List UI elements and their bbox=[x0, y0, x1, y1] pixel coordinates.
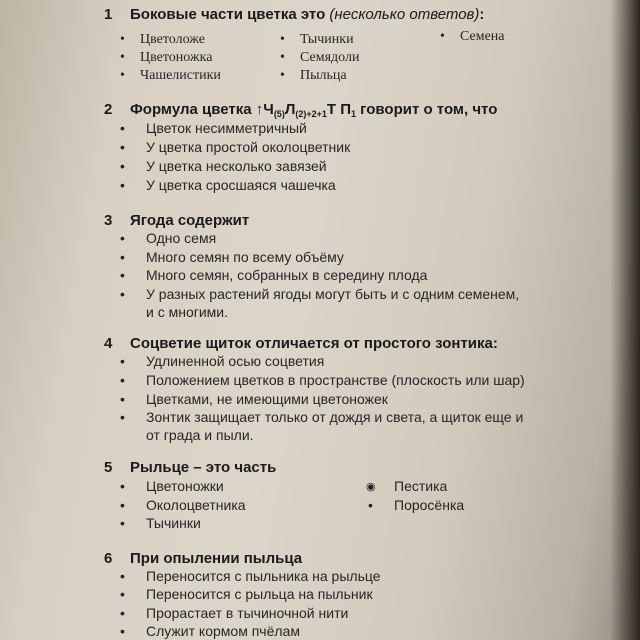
answer-option[interactable]: • Удлиненной осью соцветия bbox=[146, 353, 324, 370]
answer-option[interactable]: • Прорастает в тычиночной нити bbox=[146, 605, 348, 622]
answer-option[interactable]: • Цветоложе bbox=[140, 31, 205, 48]
answer-option[interactable]: • Положением цветков в пространстве (плоскость или шар) bbox=[146, 372, 525, 389]
question-number: 6 bbox=[104, 550, 113, 567]
answer-option[interactable]: • Цветоножки bbox=[146, 478, 224, 495]
answer-option[interactable]: • Служит кормом пчёлам bbox=[146, 623, 300, 640]
answer-option-continuation: и с многими. bbox=[146, 304, 229, 320]
flower-formula-title: Формула цветка $↑Ч_{(5)}Л_{(2)+2+1}Т$ $П_1$ говорит о том, что bbox=[130, 101, 498, 119]
answer-option[interactable]: • У цветка несколько завязей bbox=[146, 158, 327, 175]
answer-option[interactable]: • Поросёнка bbox=[394, 497, 464, 514]
question-title: Рыльце – это часть bbox=[130, 459, 277, 476]
question-title: Ягода содержит bbox=[130, 212, 250, 229]
answer-option[interactable]: • Цветками, не имеющими цветоножек bbox=[146, 391, 388, 408]
answer-option[interactable]: • Тычинки bbox=[146, 515, 201, 532]
answer-option[interactable]: • У разных растений ягоды могут быть и с одним семенем, bbox=[146, 286, 519, 303]
question-number: 3 bbox=[104, 212, 113, 229]
answer-option[interactable]: • Чашелистики bbox=[140, 67, 221, 84]
question-number: 1 bbox=[104, 6, 113, 23]
question-title: Боковые части цветка это (несколько ответов): bbox=[130, 6, 485, 23]
answer-option[interactable]: • Много семян по всему объёму bbox=[146, 249, 344, 266]
answer-option[interactable]: • Переносится с рыльца на пыльник bbox=[146, 586, 373, 603]
answer-option[interactable]: • Семядоли bbox=[300, 49, 359, 66]
answer-option-selected[interactable]: ◉ Пестика bbox=[394, 478, 447, 495]
question-number: 5 bbox=[104, 459, 113, 476]
answer-option[interactable]: • Одно семя bbox=[146, 230, 216, 247]
question-title: При опылении пыльца bbox=[130, 550, 303, 567]
question-title: Соцветие щиток отличается от простого зонтика: bbox=[130, 335, 498, 352]
answer-option[interactable]: • Пыльца bbox=[300, 67, 347, 84]
answer-option[interactable]: • Околоцветника bbox=[146, 497, 246, 514]
question-number: 2 bbox=[104, 101, 113, 118]
answer-option[interactable]: • У цветка сросшаяся чашечка bbox=[146, 177, 336, 194]
answer-option[interactable]: • Много семян, собранных в середину плода bbox=[146, 267, 427, 284]
answer-option[interactable]: • Цветоножка bbox=[140, 49, 212, 66]
answer-option[interactable]: • Зонтик защищает только от дождя и света, а щиток еще и bbox=[146, 409, 523, 426]
answer-option[interactable]: • Тычинки bbox=[300, 31, 354, 48]
answer-option[interactable]: • У цветка простой околоцветник bbox=[146, 139, 350, 156]
answer-option-continuation: от града и пыли. bbox=[146, 427, 254, 443]
answer-option[interactable]: • Цветок несимметричный bbox=[146, 120, 307, 137]
answer-option[interactable]: • Переносится с пыльника на рыльце bbox=[146, 568, 381, 585]
answer-option[interactable]: • Семена bbox=[460, 28, 505, 45]
paper-edge-shadow bbox=[610, 0, 640, 640]
question-number: 4 bbox=[104, 335, 113, 352]
